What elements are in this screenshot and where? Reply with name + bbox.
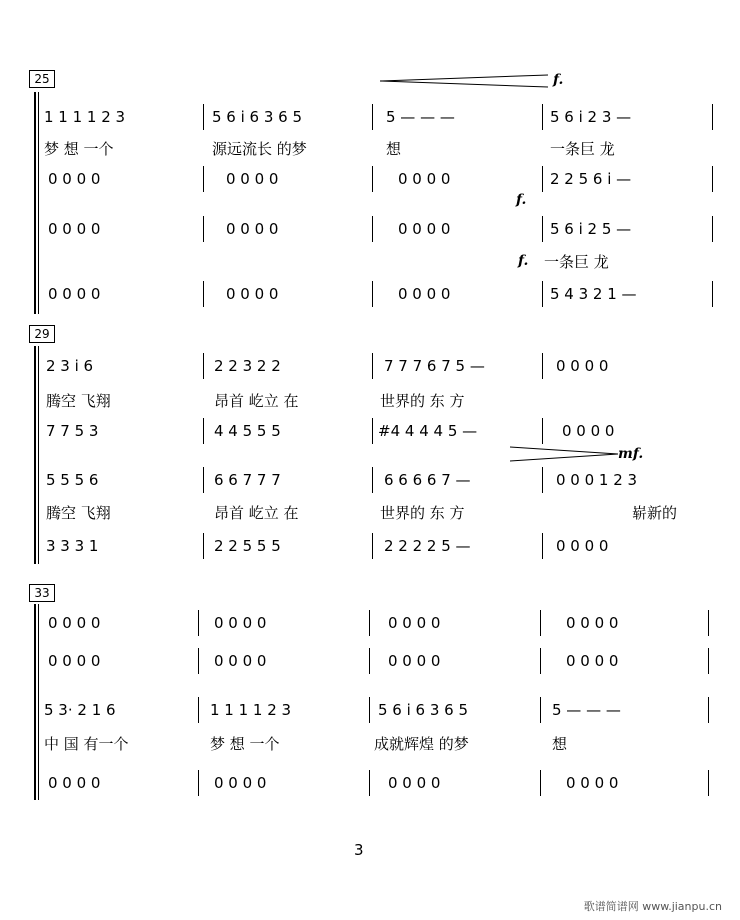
barline	[198, 697, 199, 723]
lyric-row-2	[0, 249, 740, 275]
barline	[369, 648, 370, 674]
measure-cell: 0 0 0 0	[556, 357, 609, 375]
measure-cell: 6 6 7 7 7	[214, 471, 281, 489]
measure-cell: 0 0 0 0	[48, 220, 101, 238]
measure-cell: 0 0 0 0	[566, 652, 619, 670]
lyric-cell: 想	[552, 735, 568, 753]
barline	[198, 610, 199, 636]
barline	[542, 216, 543, 242]
barline	[542, 353, 543, 379]
lyric-cell: 源远流长 的梦	[212, 140, 307, 158]
lyric-row-1	[0, 731, 740, 757]
lyric-cell: 昂首 屹立 在	[214, 504, 299, 522]
measure-cell: 0 0 0 0	[398, 285, 451, 303]
lyric-cell: 梦 想 一个	[210, 735, 280, 753]
lyric-cell: 腾空 飞翔	[46, 504, 111, 522]
voice-row-1	[0, 104, 740, 130]
measure-cell: 0 0 0 0	[214, 614, 267, 632]
measure-cell: 2 2 3 2 2	[214, 357, 281, 375]
measure-cell: 0 0 0 0	[388, 652, 441, 670]
voice-row-3	[0, 216, 740, 242]
measure-cell: 0 0 0 0	[214, 774, 267, 792]
voice-row-3	[0, 467, 740, 493]
measure-cell: 0 0 0 1 2 3	[556, 471, 638, 489]
measure-cell: 0 0 0 0	[214, 652, 267, 670]
dynamic-mark: f.	[553, 72, 564, 88]
barline	[203, 216, 204, 242]
measure-cell: 5 5 5 6	[46, 471, 99, 489]
barline	[542, 104, 543, 130]
barline	[542, 467, 543, 493]
barline	[369, 697, 370, 723]
barline	[203, 104, 204, 130]
measure-cell: 0 0 0 0	[388, 614, 441, 632]
measure-cell: 0 0 0 0	[388, 774, 441, 792]
measure-cell: 0 0 0 0	[556, 537, 609, 555]
measure-cell: 0 0 0 0	[48, 170, 101, 188]
barline	[203, 281, 204, 307]
voice-row-2	[0, 648, 740, 674]
barline	[708, 610, 709, 636]
voice-row-1	[0, 610, 740, 636]
measure-number: 33	[29, 584, 55, 602]
measure-cell: 1 1 1 1 2 3	[44, 108, 126, 126]
voice-row-2	[0, 418, 740, 444]
measure-cell: #4 4 4 4 5 —	[378, 422, 478, 440]
barline	[203, 418, 204, 444]
measure-cell: 2 2 5 6 i —	[550, 170, 632, 188]
lyric-cell: 中 国 有一个	[44, 735, 129, 753]
barline	[542, 166, 543, 192]
measure-cell: 5 6 i 6 3 6 5	[212, 108, 303, 126]
measure-cell: 1 1 1 1 2 3	[210, 701, 292, 719]
lyric-row-1	[0, 388, 740, 414]
dynamic-mark: f.	[516, 192, 527, 208]
measure-cell: 5 6 i 6 3 6 5	[378, 701, 469, 719]
measure-cell: 7 7 7 6 7 5 —	[384, 357, 485, 375]
lyric-cell: 成就辉煌 的梦	[374, 735, 469, 753]
measure-cell: 0 0 0 0	[48, 614, 101, 632]
barline	[203, 533, 204, 559]
barline	[203, 166, 204, 192]
barline	[712, 216, 713, 242]
voice-row-4	[0, 770, 740, 796]
barline	[540, 770, 541, 796]
measure-cell: 4 4 5 5 5	[214, 422, 281, 440]
barline	[540, 697, 541, 723]
lyric-cell: 世界的 东 方	[380, 504, 465, 522]
voice-row-4	[0, 281, 740, 307]
barline	[712, 166, 713, 192]
barline	[203, 353, 204, 379]
measure-cell: 0 0 0 0	[48, 285, 101, 303]
lyric-row-2	[0, 500, 740, 526]
measure-cell: 5 4 3 2 1 —	[550, 285, 637, 303]
voice-row-1	[0, 353, 740, 379]
barline	[198, 648, 199, 674]
lyric-cell: 想	[386, 140, 402, 158]
measure-cell: 2 2 5 5 5	[214, 537, 281, 555]
measure-cell: 5 — — —	[386, 108, 455, 126]
barline	[712, 104, 713, 130]
measure-cell: 0 0 0 0	[226, 220, 279, 238]
measure-cell: 0 0 0 0	[398, 220, 451, 238]
measure-cell: 2 3 i 6	[46, 357, 94, 375]
lyric-cell: 腾空 飞翔	[46, 392, 111, 410]
barline	[372, 216, 373, 242]
measure-cell: 0 0 0 0	[48, 652, 101, 670]
barline	[542, 281, 543, 307]
measure-cell: 5 — — —	[552, 701, 621, 719]
measure-cell: 6 6 6 6 7 —	[384, 471, 471, 489]
barline	[369, 770, 370, 796]
measure-cell: 2 2 2 2 5 —	[384, 537, 471, 555]
measure-cell: 5 6 i 2 5 —	[550, 220, 632, 238]
lyric-cell: 昂首 屹立 在	[214, 392, 299, 410]
dynamic-mark: mf.	[618, 446, 644, 462]
lyric-cell: 梦 想 一个	[44, 140, 114, 158]
barline	[372, 166, 373, 192]
measure-cell: 5 6 i 2 3 —	[550, 108, 632, 126]
barline	[372, 418, 373, 444]
barline	[540, 648, 541, 674]
barline	[712, 281, 713, 307]
dynamic-mark: f.	[518, 253, 529, 269]
barline	[708, 648, 709, 674]
barline	[542, 533, 543, 559]
voice-row-4	[0, 533, 740, 559]
barline	[372, 533, 373, 559]
barline	[708, 770, 709, 796]
measure-cell: 0 0 0 0	[226, 170, 279, 188]
crescendo-hairpin	[380, 74, 550, 88]
measure-cell: 0 0 0 0	[226, 285, 279, 303]
barline	[372, 353, 373, 379]
barline	[369, 610, 370, 636]
measure-cell: 7 7 5 3	[46, 422, 99, 440]
barline	[542, 418, 543, 444]
barline	[540, 610, 541, 636]
decrescendo-hairpin	[510, 444, 620, 464]
measure-cell: 0 0 0 0	[48, 774, 101, 792]
measure-cell: 0 0 0 0	[398, 170, 451, 188]
watermark: 歌谱简谱网 www.jianpu.cn	[583, 900, 722, 913]
barline	[372, 281, 373, 307]
barline	[198, 770, 199, 796]
measure-cell: 3 3 3 1	[46, 537, 99, 555]
barline	[708, 697, 709, 723]
measure-cell: 5 3· 2 1 6	[44, 701, 116, 719]
measure-cell: 0 0 0 0	[566, 614, 619, 632]
lyric-cell: 一条巨 龙	[550, 140, 615, 158]
measure-cell: 0 0 0 0	[566, 774, 619, 792]
lyric-row-1	[0, 136, 740, 162]
barline	[203, 467, 204, 493]
lyric-cell: 崭新的	[632, 504, 678, 522]
lyric-cell: 世界的 东 方	[380, 392, 465, 410]
measure-number: 25	[29, 70, 55, 88]
voice-row-3	[0, 697, 740, 723]
barline	[372, 467, 373, 493]
page-number: 3	[354, 841, 364, 859]
measure-number: 29	[29, 325, 55, 343]
voice-row-2	[0, 166, 740, 192]
lyric-cell: 一条巨 龙	[544, 253, 609, 271]
barline	[372, 104, 373, 130]
measure-cell: 0 0 0 0	[562, 422, 615, 440]
